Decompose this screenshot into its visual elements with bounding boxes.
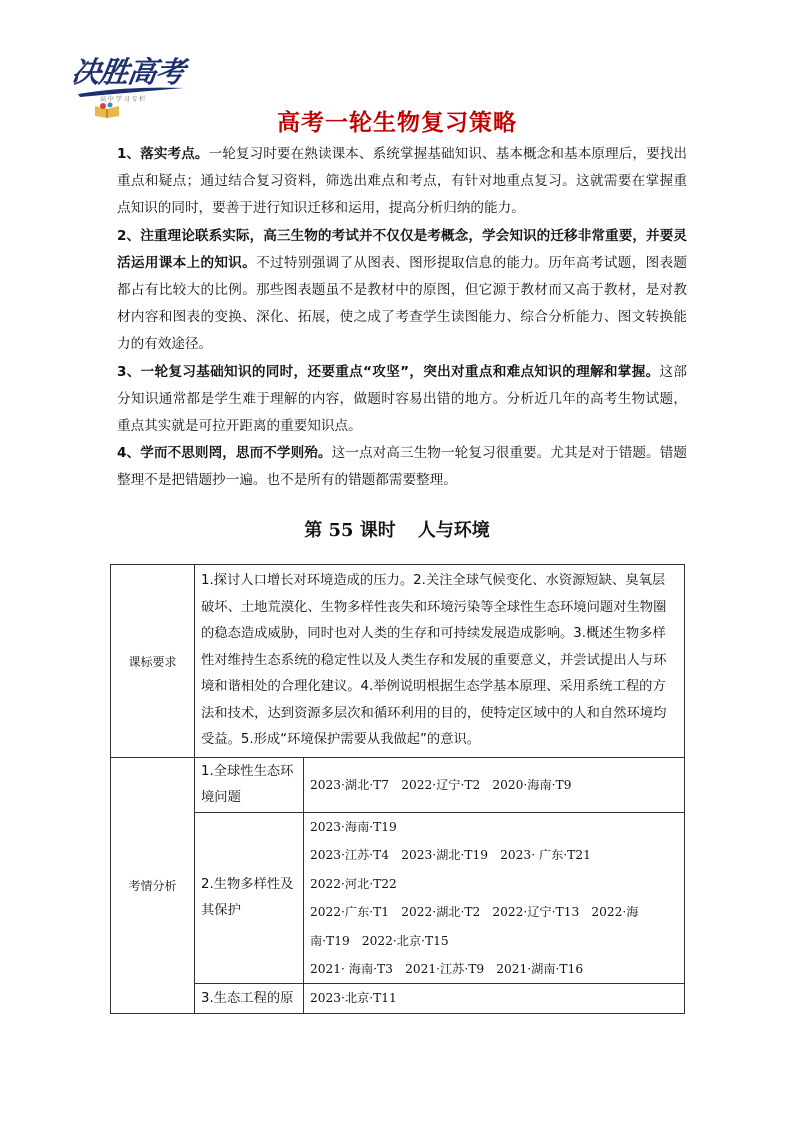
exam-reference: 2022·河北·T22 (310, 876, 397, 891)
analysis-label: 考情分析 (111, 758, 195, 1014)
strategy-body: 一轮复习时要在熟读课本、系统掌握基础知识、基本概念和基本原理后，要找出重点和疑点；通过结合复习资料，筛选出难点和考点，有针对地重点复习。这就需要在掌握重点知识的同时，要善于进行知识迁移和运用，提高分析归纳的能力。 (117, 146, 687, 217)
strategy-lead: 3、一轮复习基础知识的同时，还要重点“攻坚”，突出对重点和难点知识的理解和掌握。 (117, 363, 660, 380)
strategy-lead: 1、落实考点。 (117, 146, 209, 162)
requirements-label: 课标要求 (111, 565, 195, 758)
strategy-body: 这一点对高三生物一轮复习很重要。尤其是对于错题。错题整理不是把错题抄一遍。也不是所有的错题都需要整理。 (117, 445, 687, 489)
exam-reference: 南·T19 2022·北京·T15 (310, 933, 449, 948)
analysis-topic: 1.全球性生态环境问题 (195, 758, 304, 813)
lesson-number: 第 55 课时 (304, 520, 396, 541)
exam-reference: 2023·江苏·T4 2023·湖北·T19 2023· 广东·T21 (310, 848, 591, 863)
exam-reference: 2021· 海南·T3 2021·江苏·T9 2021·湖南·T16 (310, 962, 584, 977)
table-row (111, 813, 685, 984)
strategy-section (117, 141, 687, 495)
requirements-text: 1.探讨人口增长对环境造成的压力。2.关注全球气候变化、水资源短缺、臭氧层破坏、土地荒漠化、生物多样性丧失和环境污染等全球性生态环境问题对生物圈的稳态造成威胁，同时也对人类的生存和可持续发展造成影响。3.概述生物多样性对维持生态系统的稳定性以及人类生存和发展的重要意义，并尝试提出人与环境和谐相处的合理化建议。4.举例说明根据生态学基本原理、采用系统工程的方法和技术，达到资源多层次和循环利用的目的，使特定区域中的人和自然环境均受益。5.形成“环境保护需要从我做起”的意识。 (195, 565, 685, 758)
strategy-lead: 4、学而不思则罔，思而不学则殆。 (117, 445, 332, 462)
strategy-lead: 2、注重理论联系实际，高三生物的考试并不仅仅是考概念，学会知识的迁移非常重要，并要灵活运用课本上的知识。 (117, 227, 687, 271)
analysis-topic: 2.生物多样性及其保护 (195, 813, 304, 984)
strategy-paragraph (117, 223, 687, 359)
analysis-refs (304, 813, 685, 984)
strategy-body: 不过特别强调了从图表、图形提取信息的能力。历年高考试题，图表题都占有比较大的比例。那些图表题虽不是教材中的原图，但它源于教材而又高于教材，是对教材内容和图表的变换、深化、拓展，使之成了考查学生读图能力、综合分析能力、图文转换能力的有效途径。 (117, 254, 688, 353)
strategy-paragraph (117, 141, 687, 223)
lesson-title (0, 516, 794, 542)
logo-subtitle: 高 中 学 习 专 栏 (100, 96, 146, 103)
exam-reference: 2023·海南·T19 (310, 820, 397, 834)
table-row (111, 984, 685, 1013)
lesson-info-table (110, 564, 685, 1014)
exam-reference: 2023·湖北·T7 2022·辽宁·T2 2020·海南·T9 (310, 777, 572, 792)
logo-wordmark: 决胜高考 (69, 55, 187, 89)
analysis-refs (304, 758, 685, 813)
strategy-paragraph (117, 359, 687, 441)
analysis-refs (304, 984, 685, 1013)
exam-reference: 2022·广东·T1 2022·湖北·T2 2022·辽宁·T13 2022·海 (310, 905, 639, 920)
analysis-topic: 3.生态工程的原 (195, 984, 304, 1013)
table-row (111, 758, 685, 813)
strategy-paragraph (117, 440, 687, 494)
document-title: 高考一轮生物复习策略 (277, 110, 517, 136)
lesson-topic: 人与环境 (417, 520, 490, 541)
table-row (111, 565, 685, 758)
strategy-body: 这部分知识通常都是学生难于理解的内容，做题时容易出错的地方。分析近几年的高考生物试题，重点其实就是可拉开距离的重要知识点。 (117, 363, 688, 435)
exam-reference: 2023·北京·T11 (310, 991, 397, 1006)
